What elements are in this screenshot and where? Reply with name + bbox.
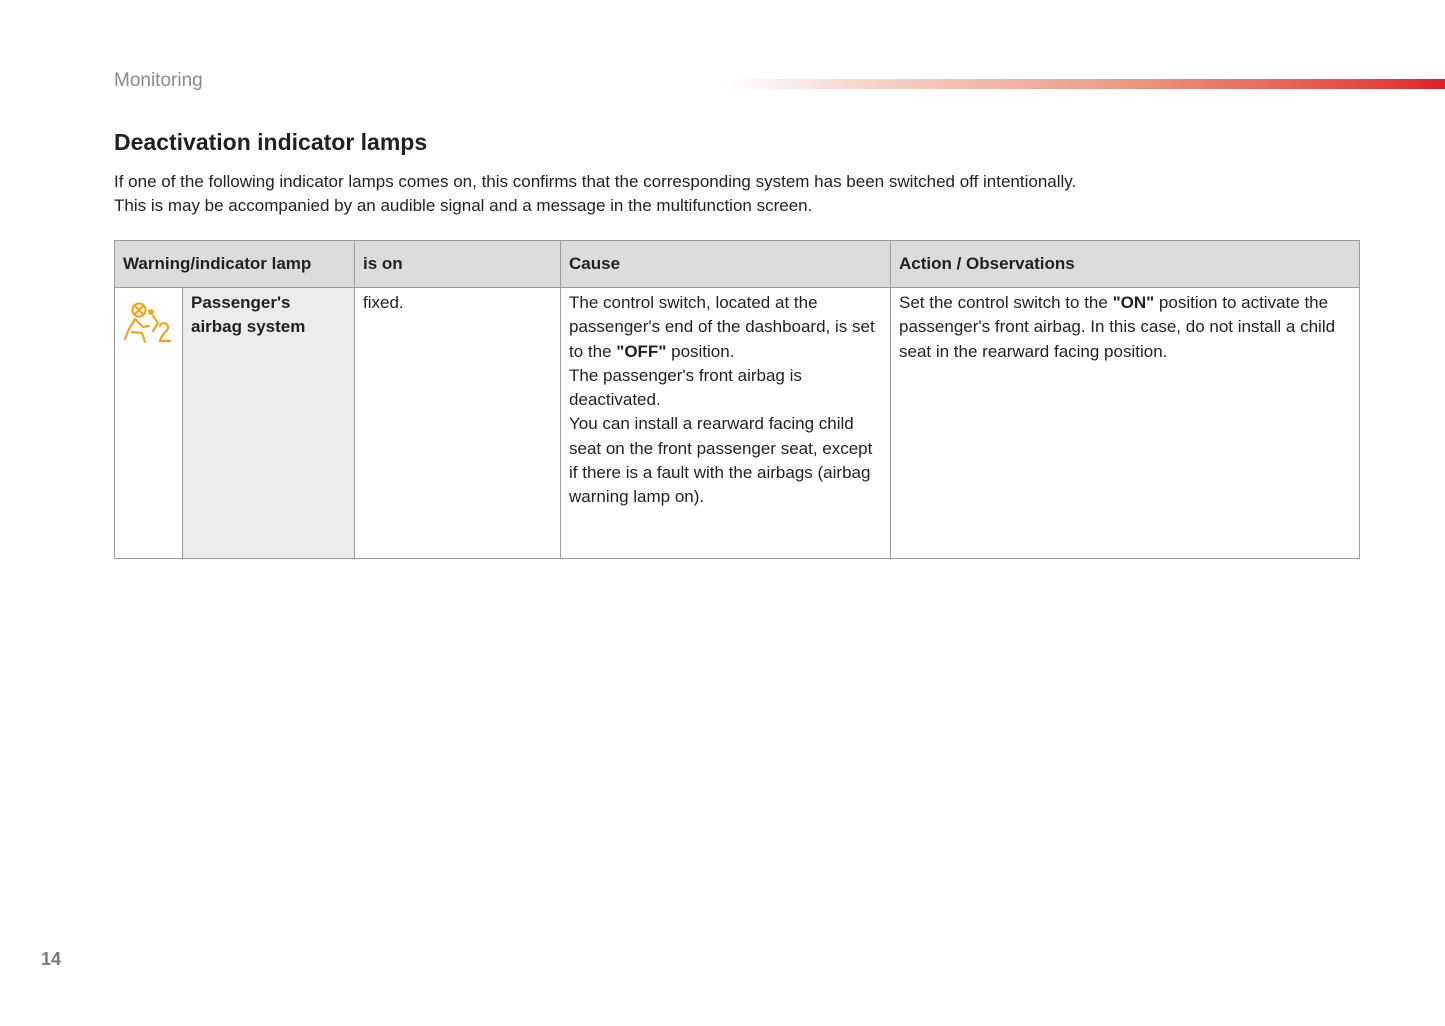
header-gradient-bar [725, 79, 1445, 89]
indicator-lamps-table [114, 240, 1360, 559]
cause-line: The passenger's front airbag is deactivated. [569, 365, 802, 410]
passenger-airbag-off-icon [123, 331, 173, 350]
header-action: Action / Observations [891, 241, 1360, 288]
cause-line: You can install a rearward facing child seat on the front passenger seat, except if there is a fault with the airbags (airbag warning lamp on). [569, 414, 873, 507]
lamp-icon-cell [115, 288, 183, 559]
page-title: Deactivation indicator lamps [114, 129, 428, 155]
cause-text: position. [666, 341, 735, 361]
header-warning-lamp: Warning/indicator lamp [115, 241, 355, 288]
action-text: position to activate the passenger's front airbag. In this case, do not install a child seat in the rearward facing position. [899, 293, 1336, 361]
cause-bold-text: "OFF" [616, 341, 667, 361]
table-row [115, 288, 1360, 559]
intro-text [114, 170, 1314, 218]
header-cause: Cause [561, 241, 891, 288]
section-label: Monitoring [114, 70, 203, 91]
header-is-on: is on [355, 241, 561, 288]
cause-cell [561, 288, 891, 559]
is-on-value: fixed. [355, 288, 561, 559]
intro-line: This is may be accompanied by an audible signal and a message in the multifunction screen. [114, 196, 813, 215]
cause-line [569, 291, 882, 364]
intro-line: If one of the following indicator lamps comes on, this confirms that the corresponding system has been switched off intentionally. [114, 172, 1077, 191]
action-text: Set the control switch to the [899, 293, 1113, 312]
page-number: 14 [41, 949, 62, 969]
cause-text: The control switch, located at the passenger's end of the dashboard, is set to the [569, 293, 875, 361]
action-cell [891, 288, 1360, 559]
action-bold-text: "ON" [1112, 293, 1155, 312]
table-header-row [115, 241, 1360, 288]
lamp-name: Passenger's airbag system [183, 288, 355, 559]
